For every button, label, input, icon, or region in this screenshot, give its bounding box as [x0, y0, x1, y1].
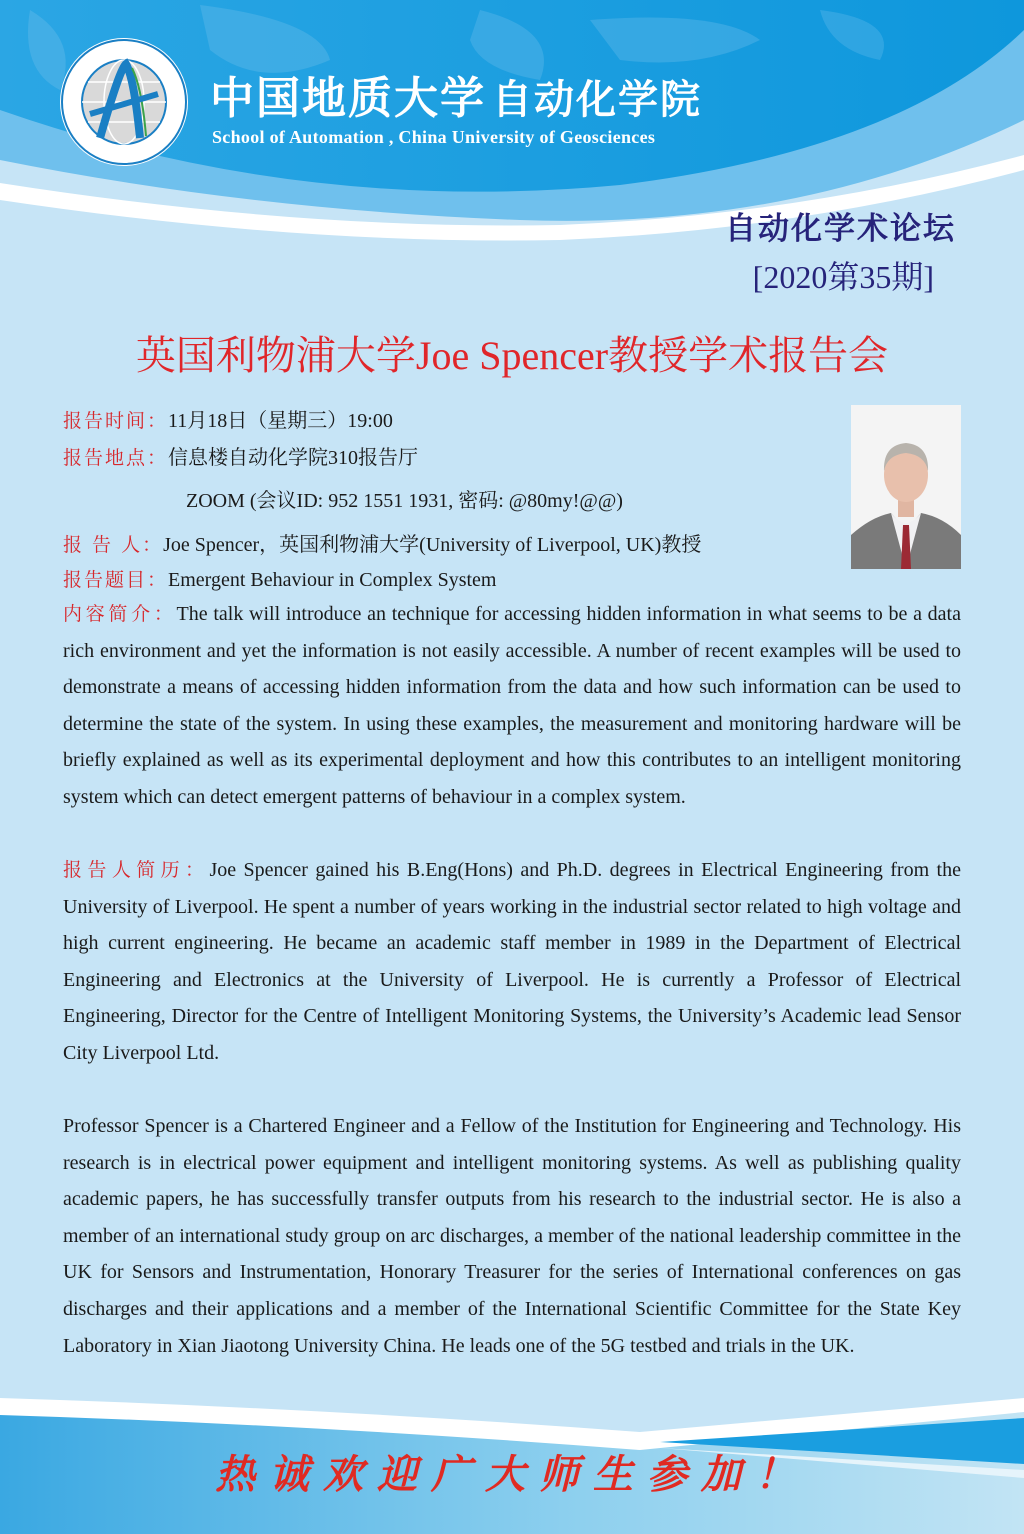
bio-section-continued	[63, 1108, 961, 1364]
bio-text: Joe Spencer gained his B.Eng(Hons) and Ph.D. degrees in Electrical Engineering from the University of Liverpool. He spent a number of years working in the industrial sector related to high voltage and high current engineering. He became an academic staff member in 1989 in the Department of Electrical Engineering and Electronics at the University of Liverpool. He is currently a Professor of Electrical Engineering, Director for the Centre of Intelligent Monitoring Systems, the University’s Academic lead Sensor City Liverpool Ltd.	[63, 859, 961, 1064]
welcome-banner: 热诚欢迎广大师生参加！	[215, 1451, 809, 1498]
detail-time-label: 报告时间：	[63, 410, 169, 432]
detail-speaker-value: Joe Spencer，英国利物浦大学(University of Liverpool, UK)教授	[163, 534, 702, 556]
speaker-photo	[851, 405, 961, 569]
abstract-label: 内容简介：	[63, 603, 177, 625]
logo-emblem-icon	[60, 38, 188, 166]
lecture-title: 英国利物浦大学Joe Spencer教授学术报告会	[135, 333, 889, 378]
detail-zoom	[186, 484, 623, 513]
school-name-en: School of Automation , China University of Geosciences	[212, 127, 656, 147]
detail-time	[63, 404, 393, 433]
detail-speaker-label: 报 告 人：	[63, 534, 164, 556]
forum-name: 自动化学术论坛	[725, 211, 956, 247]
bio-text-2: Professor Spencer is a Chartered Engineer and a Fellow of the Institution for Engineering and Technology. His research is in electrical power equipment and intelligent monitoring systems. As well as publishing quality academic papers, he has successfully transfer outputs from his research to the industrial sector. He is also a member of an international study group on arc discharges, a member of the national leadership committee in the UK for Sensors and Instrumentation, Honorary Treasurer for the series of International conferences on gas discharges and their applications and a member of the International Scientific Committee for the State Key Laboratory in Xian Jiaotong University China. He leads one of the 5G testbed and trials in the UK.	[63, 1115, 961, 1357]
speaker-portrait-icon	[851, 405, 961, 569]
detail-topic-value: Emergent Behaviour in Complex System	[168, 569, 497, 591]
abstract-section	[63, 596, 961, 816]
detail-location-label: 报告地点：	[63, 447, 169, 469]
bio-label: 报告人简历：	[63, 859, 210, 881]
university-name-calligraphy: 中国地质大学	[210, 73, 486, 124]
forum-issue: [2020第35期]	[752, 259, 934, 295]
bio-section	[63, 852, 961, 1072]
detail-zoom-value: ZOOM (会议ID: 952 1551 1931, 密码: @80my!@@)	[186, 490, 623, 512]
department-name-cn: 自动化学院	[492, 77, 702, 123]
detail-location	[63, 441, 418, 470]
detail-topic-label: 报告题目：	[63, 569, 169, 591]
school-name-cn	[210, 62, 702, 126]
detail-time-value: 11月18日（星期三）19:00	[168, 410, 393, 432]
abstract-text: The talk will introduce an technique for accessing hidden information in what seems to be a data rich environment and yet the information is not easily accessible. A number of recent examples will be used to demonstrate a means of accessing hidden information from the data and how such information can be used to determine the state of the system. In using these examples, the measurement and monitoring hardware will be briefly explained as well as its experimental deployment and how this contributes to an intelligent monitoring system which can detect emergent patterns of behaviour in a complex system.	[63, 603, 961, 808]
detail-topic	[63, 565, 497, 592]
school-logo	[60, 38, 188, 166]
detail-location-value: 信息楼自动化学院310报告厅	[168, 447, 419, 469]
detail-speaker	[63, 528, 701, 557]
